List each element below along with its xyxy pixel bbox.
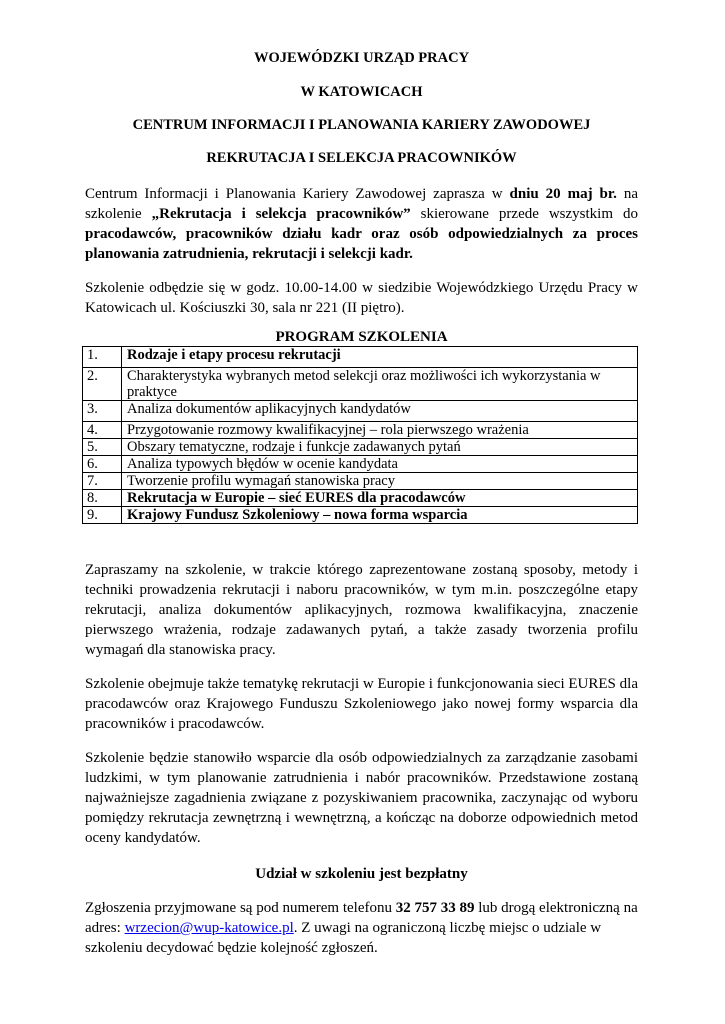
table-row xyxy=(83,439,638,456)
intro-text-2: na szkolenie xyxy=(85,186,638,222)
table-row xyxy=(83,368,638,401)
description-paragraph-1: Zapraszamy na szkolenie, w trakcie którego zaprezentowane zostaną sposoby, metody i techniki prowadzenia rekrutacji i naboru pracowników, w tym m.in. poszczególne etapy rekrutacji, analiza dokumentów aplikacyjnych, rozmowa kwalifikacyjna, znaczenie pierwszego wrażenia, rodzaje zadawanych pytań, a także zasady tworzenia profilu wymagań dla stanowiska pracy. xyxy=(85,562,638,658)
item-number: 3. xyxy=(83,401,122,422)
item-number: 9. xyxy=(83,507,122,524)
document-title: REKRUTACJA I SELEKCJA PRACOWNIKÓW xyxy=(206,150,517,166)
phone-number: 32 757 33 89 xyxy=(395,900,475,916)
document-page xyxy=(85,50,638,958)
item-topic: Krajowy Fundusz Szkoleniowy – nowa forma wsparcia xyxy=(122,507,638,524)
item-number: 1. xyxy=(83,347,122,368)
item-topic: Rekrutacja w Europie – sieć EURES dla pracodawców xyxy=(122,490,638,507)
item-number: 5. xyxy=(83,439,122,456)
item-number: 8. xyxy=(83,490,122,507)
table-row xyxy=(83,490,638,507)
item-number: 7. xyxy=(83,473,122,490)
intro-text-1: Centrum Informacji i Planowania Kariery Zawodowej zaprasza w xyxy=(85,186,510,202)
description-paragraph-2: Szkolenie obejmuje także tematykę rekrutacji w Europie i funkcjonowania sieci EURES dla pracodawców oraz Krajowego Funduszu Szkoleniowego jako nowej formy wsparcia dla pracowników i pracodawców. xyxy=(85,676,638,732)
training-date: dniu 20 maj br. xyxy=(509,186,617,202)
free-participation-note: Udział w szkoleniu jest bezpłatny xyxy=(255,866,468,882)
item-topic: Tworzenie profilu wymagań stanowiska pracy xyxy=(122,473,638,490)
table-row xyxy=(83,473,638,490)
contact-paragraph xyxy=(85,898,638,958)
contact-text-2: lub drogą elektroniczną na adres: xyxy=(85,900,638,936)
item-topic: Rodzaje i etapy procesu rekrutacji xyxy=(122,347,638,368)
item-topic: Analiza dokumentów aplikacyjnych kandydatów xyxy=(122,401,638,422)
item-topic: Analiza typowych błędów w ocenie kandydata xyxy=(122,456,638,473)
contact-text-3: . Z uwagi na ograniczoną liczbę miejsc o udziale w szkoleniu decydować będzie kolejność zgłoszeń. xyxy=(85,920,602,956)
table-row xyxy=(83,507,638,524)
description-paragraph-3: Szkolenie będzie stanowiło wsparcie dla osób odpowiedzialnych za zarządzanie zasobami ludzkimi, w tym planowanie zatrudnienia i nabór pracowników. Przedstawione zostaną najważniejsze zagadnienia związane z pozyskiwaniem pracownika, zaczynając od wyboru pomiędzy rekrutacja zewnętrzną i wewnętrzną, a kończąc na doborze odpowiednich metod oceny kandydatów. xyxy=(85,750,638,846)
intro-text-3: skierowane przede wszystkim do xyxy=(410,206,638,222)
email-link[interactable]: wrzecion@wup-katowice.pl xyxy=(124,920,294,936)
item-number: 2. xyxy=(83,368,122,401)
program-title: PROGRAM SZKOLENIA xyxy=(275,329,448,345)
header-institution: WOJEWÓDZKI URZĄD PRACY xyxy=(253,50,470,66)
item-topic: Obszary tematyczne, rodzaje i funkcje zadawanych pytań xyxy=(122,439,638,456)
table-row xyxy=(83,401,638,422)
venue-paragraph: Szkolenie odbędzie się w godz. 10.00-14.00 w siedzibie Wojewódzkiego Urzędu Pracy w Katowicach ul. Kościuszki 30, sala nr 221 (II piętro). xyxy=(85,280,638,316)
target-audience: pracodawców, pracowników działu kadr oraz osób odpowiedzialnych za proces planowania zatrudnienia, rekrutacji i selekcji kadr. xyxy=(85,226,638,262)
table-row xyxy=(83,347,638,368)
intro-paragraph xyxy=(85,184,638,264)
header-department: CENTRUM INFORMACJI I PLANOWANIA KARIERY ZAWODOWEJ xyxy=(132,117,591,133)
item-number: 6. xyxy=(83,456,122,473)
table-row xyxy=(83,422,638,439)
item-topic: Charakterystyka wybranych metod selekcji oraz możliwości ich wykorzystania w praktyce xyxy=(122,368,638,401)
course-name: „Rekrutacja i selekcja pracowników” xyxy=(151,206,411,222)
program-table xyxy=(82,346,638,524)
header-city: W KATOWICACH xyxy=(300,84,423,100)
contact-text-1: Zgłoszenia przyjmowane są pod numerem telefonu xyxy=(85,900,396,916)
item-topic: Przygotowanie rozmowy kwalifikacyjnej – rola pierwszego wrażenia xyxy=(122,422,638,439)
table-row xyxy=(83,456,638,473)
item-number: 4. xyxy=(83,422,122,439)
